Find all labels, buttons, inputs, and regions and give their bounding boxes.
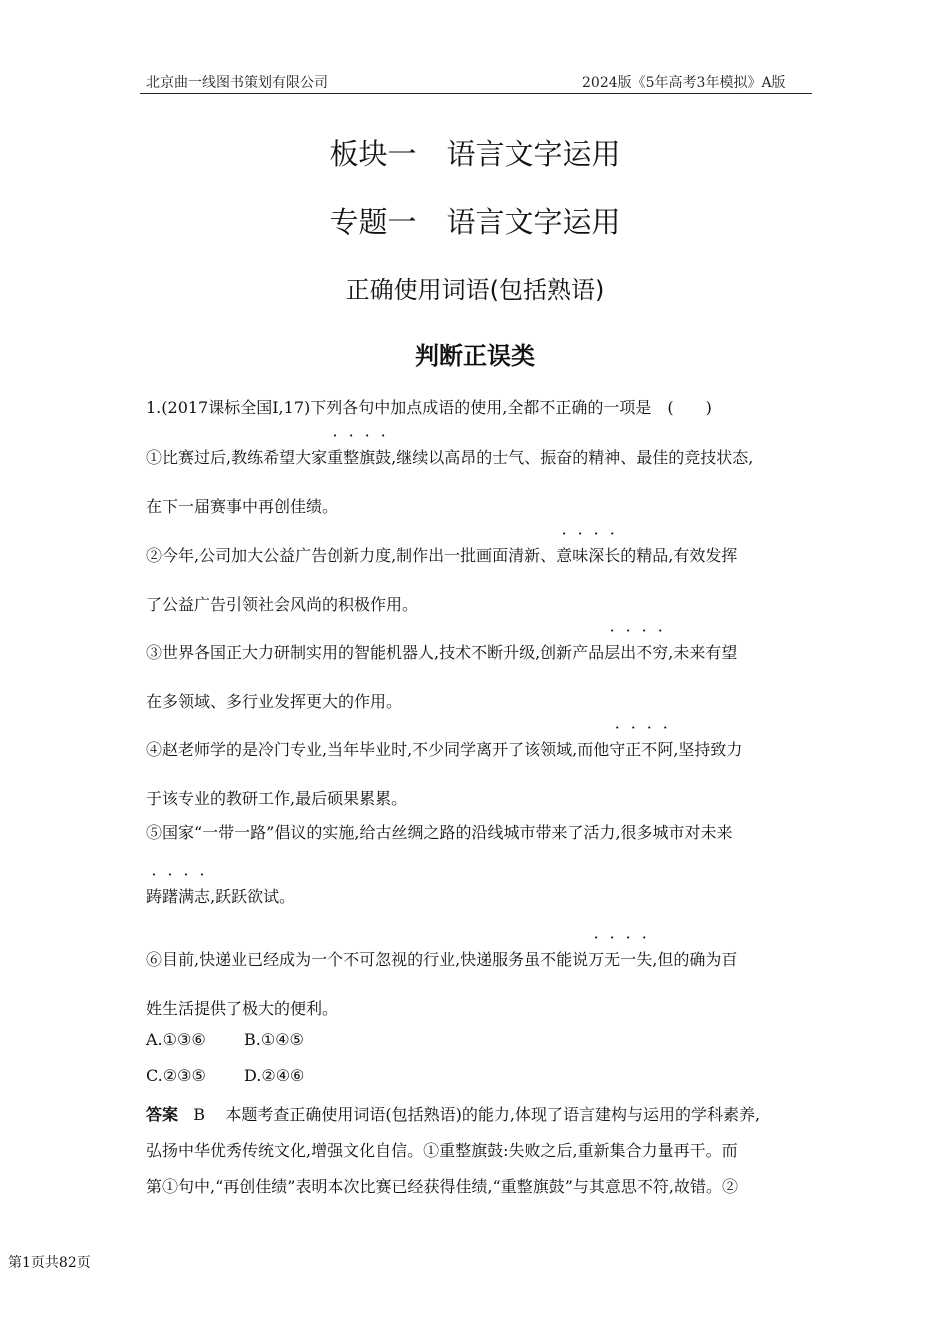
question-item-4-cont: 于该专业的教研工作,最后硕果累累。 (146, 789, 408, 808)
option-b[interactable]: B.①④⑤ (244, 1030, 304, 1049)
options-row-1 (146, 1030, 304, 1049)
options-row-2 (146, 1066, 304, 1085)
question-item-5-cont: 踌躇满志,跃跃欲试。 (146, 887, 296, 906)
question-item-2-cont: 了公益广告引领社会风尚的积极作用。 (146, 595, 419, 614)
page-number: 第1页共82页 (8, 1255, 91, 1271)
option-a[interactable]: A.①③⑥ (146, 1030, 206, 1049)
question-item-3-cont: 在多领域、多行业发挥更大的作用。 (146, 692, 403, 711)
topic-title: 专题一 语言文字运用 (329, 205, 621, 239)
question-item-6: ⑥目前,快递业已经成为一个不可忽视的行业,快递服务虽不能说万无一失,但的确为百 (146, 950, 738, 969)
question-item-1: ①比赛过后,教练希望大家重整旗鼓,继续以高昂的士气、振奋的精神、最佳的竞技状态, (146, 448, 754, 467)
board-title: 板块一 语言文字运用 (329, 137, 621, 171)
header-edition: 2024版《5年高考3年模拟》A版 (582, 75, 786, 91)
question-item-1-cont: 在下一届赛事中再创佳绩。 (146, 497, 339, 516)
question-item-2: ②今年,公司加大公益广告创新力度,制作出一批画面清新、意味深长的精品,有效发挥 (146, 546, 738, 565)
answer-label: 答案 (146, 1105, 179, 1124)
question-item-5: ⑤国家“一带一路”倡议的实施,给古丝绸之路的沿线城市带来了活力,很多城市对未来 (146, 823, 733, 842)
header-publisher: 北京曲一线图书策划有限公司 (146, 75, 328, 91)
question-item-3: ③世界各国正大力研制实用的智能机器人,技术不断升级,创新产品层出不穷,未来有望 (146, 643, 738, 662)
answer-line-2: 弘扬中华优秀传统文化,增强文化自信。①重整旗鼓:失败之后,重新集合力量再干。而 (146, 1141, 738, 1160)
option-c[interactable]: C.②③⑤ (146, 1066, 206, 1085)
answer-choice: B (193, 1105, 206, 1124)
header-rule (140, 93, 812, 94)
question-item-6-cont: 姓生活提供了极大的便利。 (146, 999, 339, 1018)
answer-line-1: 答案 B 本题考查正确使用词语(包括熟语)的能力,体现了语言建构与运用的学科素养, (146, 1105, 761, 1124)
question-item-4: ④赵老师学的是冷门专业,当年毕业时,不少同学离开了该领域,而他守正不阿,坚持致力 (146, 740, 743, 759)
subsection-title: 判断正误类 (415, 342, 535, 370)
section-title: 正确使用词语(包括熟语) (345, 276, 605, 304)
option-d[interactable]: D.②④⑥ (244, 1066, 305, 1085)
answer-line-3: 第①句中,“再创佳绩”表明本次比赛已经获得佳绩,“重整旗鼓”与其意思不符,故错。② (146, 1177, 738, 1196)
question-stem: 1.(2017课标全国Ⅰ,17)下列各句中加点成语的使用,全都不正确的一项是 ( ) (146, 398, 712, 417)
